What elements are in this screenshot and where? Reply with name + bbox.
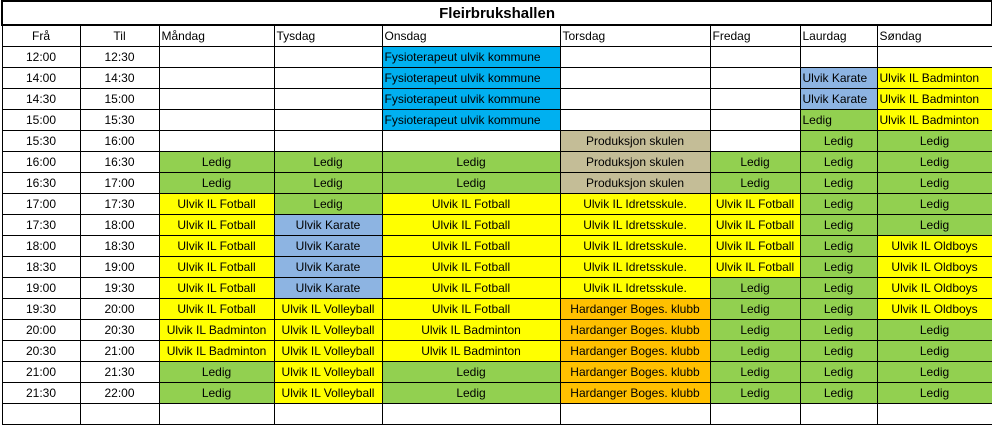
cell-thursday[interactable]: [560, 89, 710, 110]
cell-from[interactable]: 15:00: [2, 110, 80, 131]
cell-friday[interactable]: Ledig: [710, 320, 800, 341]
cell-to[interactable]: 15:30: [80, 110, 159, 131]
cell-tuesday[interactable]: Ulvik IL Volleyball: [274, 299, 382, 320]
cell-thursday[interactable]: Ulvik IL Idretsskule.: [560, 278, 710, 299]
cell-from[interactable]: 20:30: [2, 341, 80, 362]
header-monday[interactable]: Måndag: [159, 25, 274, 47]
table-row: [2, 173, 992, 194]
cell-friday[interactable]: Ulvik IL Fotball: [710, 236, 800, 257]
table-row: [2, 278, 992, 299]
cell-saturday[interactable]: [800, 47, 877, 68]
cell-to[interactable]: 22:00: [80, 383, 159, 404]
cell-friday[interactable]: Ledig: [710, 299, 800, 320]
cell-thursday[interactable]: Produksjon skulen: [560, 131, 710, 152]
cell-thursday[interactable]: [560, 47, 710, 68]
cell-from[interactable]: 14:30: [2, 89, 80, 110]
table-row: [2, 383, 992, 404]
cell-sunday[interactable]: Ledig: [877, 152, 992, 173]
cell-saturday[interactable]: Ledig: [800, 362, 877, 383]
cell-to[interactable]: 18:00: [80, 215, 159, 236]
cell-wednesday[interactable]: Fysioterapeut ulvik kommune: [382, 89, 560, 110]
cell-wednesday[interactable]: Ledig: [382, 152, 560, 173]
cell-tuesday[interactable]: [274, 404, 382, 425]
cell-monday[interactable]: Ulvik IL Badminton: [159, 341, 274, 362]
cell-from[interactable]: 16:00: [2, 152, 80, 173]
cell-monday[interactable]: Ledig: [159, 173, 274, 194]
cell-monday[interactable]: Ulvik IL Fotball: [159, 278, 274, 299]
cell-tuesday[interactable]: [274, 131, 382, 152]
table-row: [2, 110, 992, 131]
header-from[interactable]: Frå: [2, 25, 80, 47]
cell-wednesday[interactable]: Ledig: [382, 173, 560, 194]
cell-thursday[interactable]: Ulvik IL Idretsskule.: [560, 215, 710, 236]
cell-saturday[interactable]: Ledig: [800, 257, 877, 278]
cell-wednesday[interactable]: Ulvik IL Fotball: [382, 236, 560, 257]
table-row: [2, 194, 992, 215]
table-row: [2, 131, 992, 152]
cell-wednesday[interactable]: Ulvik IL Fotball: [382, 194, 560, 215]
cell-from[interactable]: 12:00: [2, 47, 80, 68]
cell-wednesday[interactable]: Ulvik IL Badminton: [382, 320, 560, 341]
cell-thursday[interactable]: Hardanger Boges. klubb: [560, 362, 710, 383]
cell-sunday[interactable]: Ledig: [877, 341, 992, 362]
cell-monday[interactable]: [159, 68, 274, 89]
cell-saturday[interactable]: Ledig: [800, 236, 877, 257]
cell-from[interactable]: 18:00: [2, 236, 80, 257]
cell-from[interactable]: 17:00: [2, 194, 80, 215]
cell-friday[interactable]: Ulvik IL Fotball: [710, 215, 800, 236]
cell-thursday[interactable]: Ulvik IL Idretsskule.: [560, 236, 710, 257]
cell-tuesday[interactable]: [274, 89, 382, 110]
cell-thursday[interactable]: Ulvik IL Idretsskule.: [560, 194, 710, 215]
cell-monday[interactable]: [159, 89, 274, 110]
header-tuesday[interactable]: Tysdag: [274, 25, 382, 47]
cell-saturday[interactable]: Ledig: [800, 341, 877, 362]
header-to[interactable]: Til: [80, 25, 159, 47]
cell-friday[interactable]: [710, 131, 800, 152]
header-saturday[interactable]: Laurdag: [800, 25, 877, 47]
cell-wednesday[interactable]: Fysioterapeut ulvik kommune: [382, 110, 560, 131]
cell-thursday[interactable]: Hardanger Boges. klubb: [560, 383, 710, 404]
table-row: [2, 299, 992, 320]
cell-tuesday[interactable]: [274, 68, 382, 89]
cell-friday[interactable]: [710, 404, 800, 425]
cell-tuesday[interactable]: Ledig: [274, 152, 382, 173]
cell-sunday[interactable]: Ulvik IL Oldboys: [877, 236, 992, 257]
table-row: [2, 152, 992, 173]
cell-monday[interactable]: [159, 47, 274, 68]
header-sunday[interactable]: Søndag: [877, 25, 992, 47]
cell-sunday[interactable]: Ulvik IL Badminton: [877, 110, 992, 131]
cell-monday[interactable]: Ulvik IL Fotball: [159, 236, 274, 257]
cell-from[interactable]: 16:30: [2, 173, 80, 194]
cell-sunday[interactable]: Ledig: [877, 131, 992, 152]
cell-wednesday[interactable]: Ulvik IL Fotball: [382, 278, 560, 299]
cell-monday[interactable]: Ulvik IL Fotball: [159, 257, 274, 278]
cell-friday[interactable]: Ulvik IL Fotball: [710, 194, 800, 215]
cell-friday[interactable]: Ulvik IL Fotball: [710, 257, 800, 278]
cell-wednesday[interactable]: Ulvik IL Badminton: [382, 341, 560, 362]
cell-monday[interactable]: Ledig: [159, 152, 274, 173]
cell-from[interactable]: 20:00: [2, 320, 80, 341]
cell-to[interactable]: 12:30: [80, 47, 159, 68]
cell-wednesday[interactable]: Fysioterapeut ulvik kommune: [382, 47, 560, 68]
title-row: [2, 1, 992, 25]
cell-friday[interactable]: Ledig: [710, 383, 800, 404]
cell-tuesday[interactable]: [274, 110, 382, 131]
table-row: [2, 362, 992, 383]
cell-saturday[interactable]: Ledig: [800, 215, 877, 236]
cell-saturday[interactable]: Ledig: [800, 131, 877, 152]
table-row: [2, 404, 992, 425]
cell-to[interactable]: 21:30: [80, 362, 159, 383]
header-thursday[interactable]: Torsdag: [560, 25, 710, 47]
cell-from[interactable]: 19:30: [2, 299, 80, 320]
cell-monday[interactable]: [159, 131, 274, 152]
cell-tuesday[interactable]: Ulvik IL Volleyball: [274, 320, 382, 341]
cell-sunday[interactable]: Ulvik IL Oldboys: [877, 278, 992, 299]
cell-tuesday[interactable]: Ulvik Karate: [274, 236, 382, 257]
cell-from[interactable]: 17:30: [2, 215, 80, 236]
cell-saturday[interactable]: [800, 404, 877, 425]
cell-friday[interactable]: [710, 110, 800, 131]
cell-tuesday[interactable]: Ulvik Karate: [274, 257, 382, 278]
header-wednesday[interactable]: Onsdag: [382, 25, 560, 47]
table-row: [2, 47, 992, 68]
cell-from[interactable]: 21:00: [2, 362, 80, 383]
cell-saturday[interactable]: Ledig: [800, 278, 877, 299]
cell-to[interactable]: 20:30: [80, 320, 159, 341]
cell-thursday[interactable]: Hardanger Boges. klubb: [560, 341, 710, 362]
cell-friday[interactable]: Ledig: [710, 173, 800, 194]
table-row: [2, 341, 992, 362]
cell-friday[interactable]: Ledig: [710, 152, 800, 173]
cell-saturday[interactable]: Ulvik Karate: [800, 89, 877, 110]
cell-friday[interactable]: [710, 68, 800, 89]
header-friday[interactable]: Fredag: [710, 25, 800, 47]
cell-thursday[interactable]: Produksjon skulen: [560, 152, 710, 173]
cell-thursday[interactable]: Hardanger Boges. klubb: [560, 299, 710, 320]
cell-from[interactable]: 15:30: [2, 131, 80, 152]
cell-to[interactable]: [80, 404, 159, 425]
cell-from[interactable]: 14:00: [2, 68, 80, 89]
cell-tuesday[interactable]: Ulvik IL Volleyball: [274, 362, 382, 383]
table-row: [2, 236, 992, 257]
cell-to[interactable]: 18:30: [80, 236, 159, 257]
cell-to[interactable]: 15:00: [80, 89, 159, 110]
cell-saturday[interactable]: Ledig: [800, 194, 877, 215]
cell-from[interactable]: 18:30: [2, 257, 80, 278]
cell-from[interactable]: 19:00: [2, 278, 80, 299]
cell-sunday[interactable]: Ledig: [877, 362, 992, 383]
cell-to[interactable]: 14:30: [80, 68, 159, 89]
cell-sunday[interactable]: [877, 47, 992, 68]
table-row: [2, 320, 992, 341]
cell-tuesday[interactable]: Ulvik IL Volleyball: [274, 341, 382, 362]
cell-friday[interactable]: Ledig: [710, 278, 800, 299]
cell-sunday[interactable]: [877, 404, 992, 425]
cell-saturday[interactable]: Ledig: [800, 173, 877, 194]
sheet-title: Fleirbrukshallen: [2, 1, 992, 25]
cell-monday[interactable]: Ulvik IL Badminton: [159, 320, 274, 341]
cell-tuesday[interactable]: [274, 47, 382, 68]
cell-monday[interactable]: Ledig: [159, 383, 274, 404]
cell-thursday[interactable]: [560, 110, 710, 131]
header-row: [2, 25, 992, 47]
cell-monday[interactable]: [159, 110, 274, 131]
cell-wednesday[interactable]: Ledig: [382, 383, 560, 404]
cell-sunday[interactable]: Ulvik IL Oldboys: [877, 257, 992, 278]
cell-sunday[interactable]: Ledig: [877, 173, 992, 194]
cell-sunday[interactable]: Ulvik IL Oldboys: [877, 299, 992, 320]
cell-to[interactable]: 16:00: [80, 131, 159, 152]
cell-thursday[interactable]: Ulvik IL Idretsskule.: [560, 257, 710, 278]
cell-tuesday[interactable]: Ulvik IL Volleyball: [274, 383, 382, 404]
cell-sunday[interactable]: Ledig: [877, 320, 992, 341]
cell-to[interactable]: 19:30: [80, 278, 159, 299]
table-row: [2, 257, 992, 278]
table-row: [2, 68, 992, 89]
cell-wednesday[interactable]: Ulvik IL Fotball: [382, 299, 560, 320]
cell-monday[interactable]: Ulvik IL Fotball: [159, 215, 274, 236]
cell-thursday[interactable]: Hardanger Boges. klubb: [560, 320, 710, 341]
cell-sunday[interactable]: Ledig: [877, 215, 992, 236]
cell-to[interactable]: 19:00: [80, 257, 159, 278]
cell-sunday[interactable]: Ulvik IL Badminton: [877, 68, 992, 89]
cell-saturday[interactable]: Ledig: [800, 383, 877, 404]
cell-sunday[interactable]: Ledig: [877, 383, 992, 404]
cell-friday[interactable]: Ledig: [710, 341, 800, 362]
cell-wednesday[interactable]: Ulvik IL Fotball: [382, 257, 560, 278]
table-row: [2, 89, 992, 110]
cell-saturday[interactable]: Ledig: [800, 152, 877, 173]
cell-saturday[interactable]: Ledig: [800, 299, 877, 320]
cell-friday[interactable]: [710, 47, 800, 68]
cell-to[interactable]: 20:00: [80, 299, 159, 320]
cell-to[interactable]: 17:00: [80, 173, 159, 194]
cell-thursday[interactable]: [560, 68, 710, 89]
cell-wednesday[interactable]: [382, 404, 560, 425]
cell-to[interactable]: 17:30: [80, 194, 159, 215]
cell-sunday[interactable]: Ledig: [877, 194, 992, 215]
cell-monday[interactable]: Ledig: [159, 362, 274, 383]
cell-wednesday[interactable]: [382, 131, 560, 152]
cell-saturday[interactable]: Ledig: [800, 320, 877, 341]
schedule-table: [1, 0, 992, 425]
cell-monday[interactable]: Ulvik IL Fotball: [159, 194, 274, 215]
cell-from[interactable]: 21:30: [2, 383, 80, 404]
table-row: [2, 215, 992, 236]
cell-wednesday[interactable]: Ledig: [382, 362, 560, 383]
cell-from[interactable]: [2, 404, 80, 425]
cell-to[interactable]: 16:30: [80, 152, 159, 173]
cell-saturday[interactable]: Ledig: [800, 110, 877, 131]
cell-tuesday[interactable]: Ledig: [274, 194, 382, 215]
cell-sunday[interactable]: Ulvik IL Badminton: [877, 89, 992, 110]
cell-monday[interactable]: [159, 404, 274, 425]
cell-tuesday[interactable]: Ledig: [274, 173, 382, 194]
cell-saturday[interactable]: Ulvik Karate: [800, 68, 877, 89]
cell-wednesday[interactable]: Fysioterapeut ulvik kommune: [382, 68, 560, 89]
cell-thursday[interactable]: Produksjon skulen: [560, 173, 710, 194]
cell-tuesday[interactable]: Ulvik Karate: [274, 215, 382, 236]
cell-tuesday[interactable]: Ulvik Karate: [274, 278, 382, 299]
cell-to[interactable]: 21:00: [80, 341, 159, 362]
cell-wednesday[interactable]: Ulvik IL Fotball: [382, 215, 560, 236]
cell-thursday[interactable]: [560, 404, 710, 425]
cell-monday[interactable]: Ulvik IL Fotball: [159, 299, 274, 320]
cell-friday[interactable]: [710, 89, 800, 110]
cell-friday[interactable]: Ledig: [710, 362, 800, 383]
